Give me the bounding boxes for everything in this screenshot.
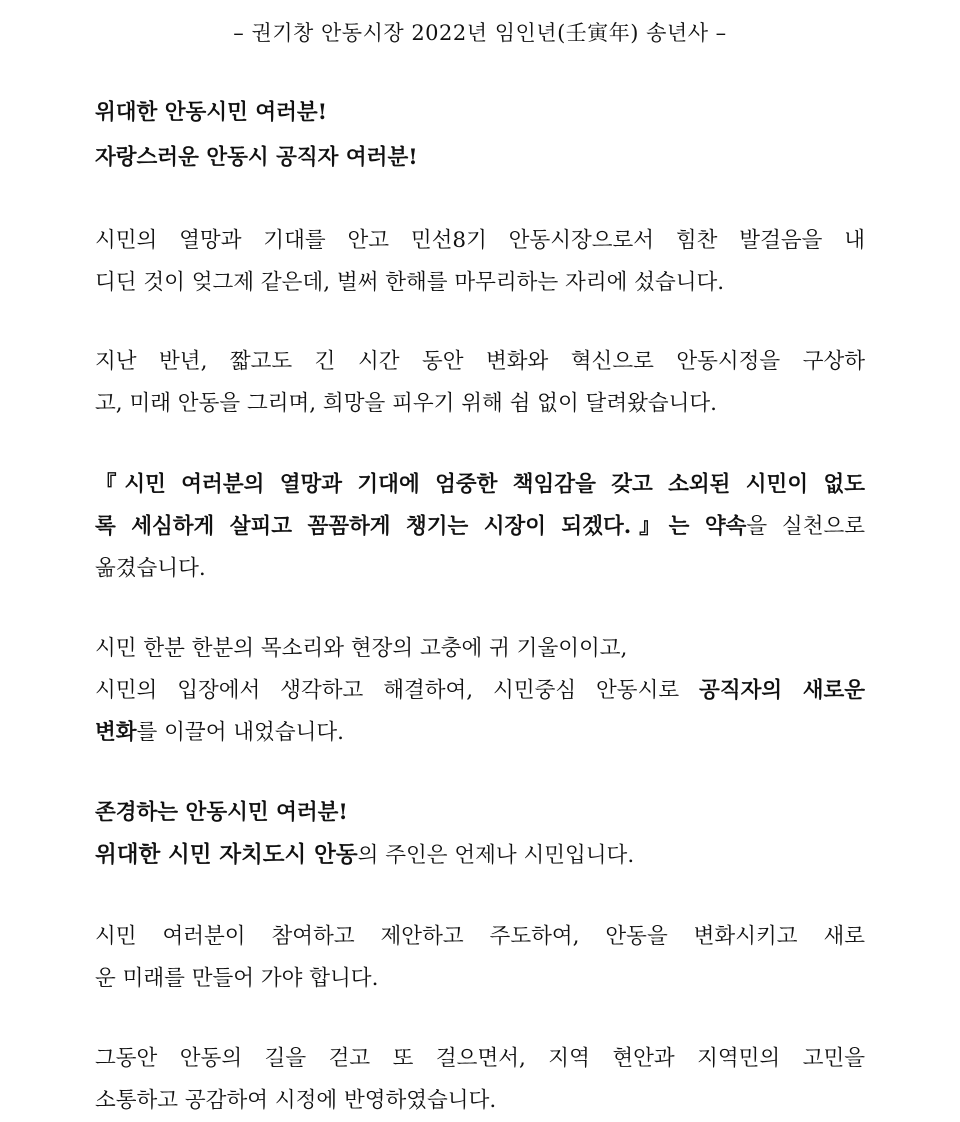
paragraph-1-line-1: 시민의 열망과 기대를 안고 민선8기 안동시장으로서 힘찬 발걸음을 내	[95, 228, 865, 253]
paragraph-5-line-2-rest: 의 주인은 언제나 시민입니다.	[357, 843, 635, 868]
paragraph-4-line-2	[95, 676, 865, 706]
promise-quote-rest: 을 실천으로	[746, 514, 866, 539]
paragraph-3-line-1: 『시민 여러분의 열망과 기대에 엄중한 책임감을 갖고 소외된 시민이 없도	[95, 472, 865, 497]
greeting-citizens: 위대한 안동시민 여러분!	[95, 100, 328, 125]
paragraph-2-line-1: 지난 반년, 짧고도 긴 시간 동안 변화와 혁신으로 안동시정을 구상하	[95, 349, 865, 374]
paragraph-2-line-2: 고, 미래 안동을 그리며, 희망을 피우기 위해 쉼 없이 달려왔습니다.	[95, 391, 718, 416]
greeting-officials: 자랑스러운 안동시 공직자 여러분!	[95, 145, 418, 170]
paragraph-4-line-3-rest: 를 이끌어 내었습니다.	[136, 720, 344, 745]
paragraph-3-line-3: 옮겼습니다.	[95, 556, 206, 581]
paragraph-4-line-3	[95, 718, 865, 748]
document-title: – 권기창 안동시장 2022년 임인년(壬寅年) 송년사 –	[233, 21, 727, 45]
paragraph-1-line-2: 디딘 것이 엊그제 같은데, 벌써 한해를 마무리하는 자리에 섰습니다.	[95, 270, 725, 295]
officials-new-change: 공직자의 새로운	[699, 678, 866, 703]
promise-quote-end: 록 세심하게 살피고 꼼꼼하게 챙기는 시장이 되겠다.』는 약속	[95, 514, 747, 539]
change-word: 변화	[95, 720, 137, 745]
self-governing-city-andong: 위대한 시민 자치도시 안동	[95, 842, 358, 868]
paragraph-7-line-2: 소통하고 공감하여 시정에 반영하였습니다.	[95, 1088, 497, 1113]
paragraph-5-line-2	[95, 840, 865, 871]
paragraph-4-line-1: 시민 한분 한분의 목소리와 현장의 고충에 귀 기울이이고,	[95, 636, 628, 661]
paragraph-7-line-1: 그동안 안동의 길을 걷고 또 걸으면서, 지역 현안과 지역민의 고민을	[95, 1046, 865, 1071]
paragraph-6-line-2: 운 미래를 만들어 가야 합니다.	[95, 966, 379, 991]
respected-citizens-heading: 존경하는 안동시민 여러분!	[95, 800, 348, 825]
paragraph-4-line-2-plain: 시민의 입장에서 생각하고 해결하여, 시민중심 안동시로	[95, 678, 700, 703]
paragraph-3-line-2	[95, 512, 865, 542]
paragraph-6-line-1: 시민 여러분이 참여하고 제안하고 주도하여, 안동을 변화시키고 새로	[95, 924, 865, 949]
